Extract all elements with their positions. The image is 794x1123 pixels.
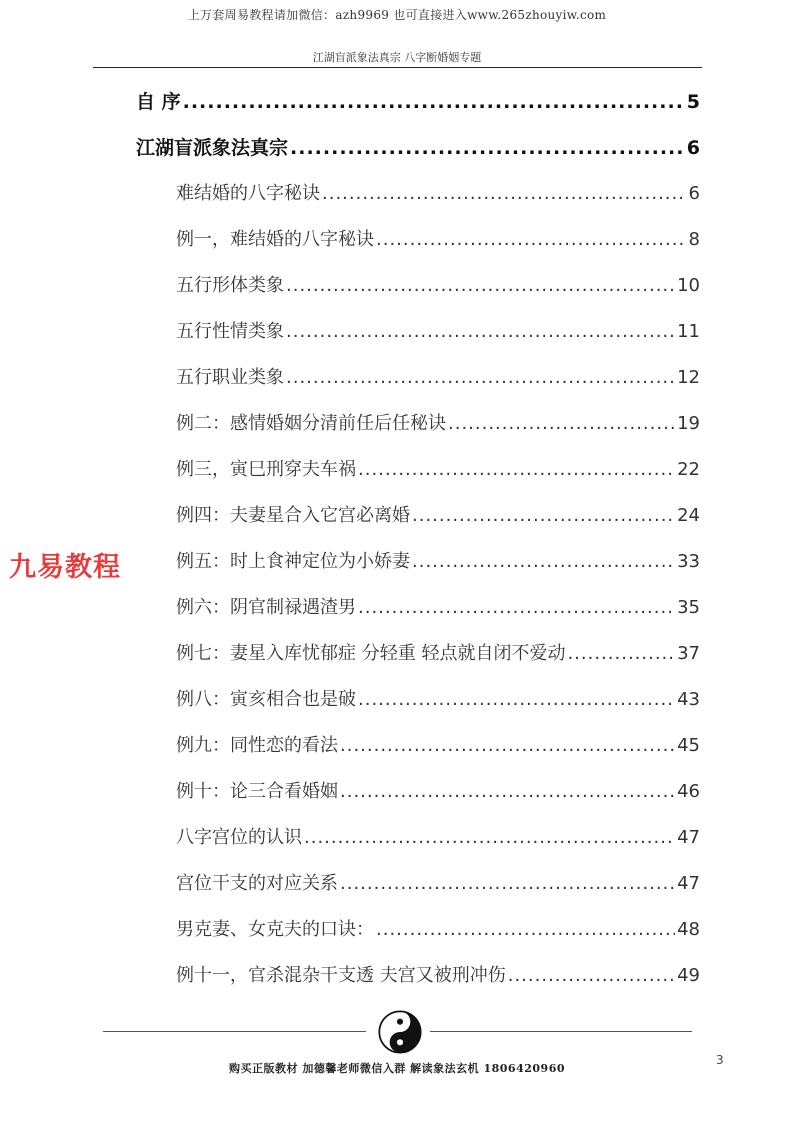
toc-entry-title: 难结婚的八字秘诀 — [176, 183, 320, 204]
toc-entry-page: 45 — [677, 735, 700, 756]
toc-dot-leader — [448, 408, 675, 440]
toc-entry-title: 宫位干支的对应关系 — [176, 873, 338, 894]
toc-entry[interactable] — [176, 960, 700, 992]
toc-entry-page: 46 — [677, 781, 700, 802]
toc-entry-title: 五行形体类象 — [176, 275, 284, 296]
toc-entry-title: 例九：同性恋的看法 — [176, 735, 338, 756]
toc-entry-title: 例七：妻星入库忧郁症 分轻重 轻点就自闭不爱动 — [176, 643, 566, 664]
toc-entry-page: 12 — [677, 367, 700, 388]
toc-entry[interactable] — [176, 454, 700, 486]
toc-dot-leader — [358, 684, 675, 716]
toc-dot-leader — [376, 224, 687, 256]
toc-dot-leader — [412, 546, 675, 578]
toc-entry[interactable] — [176, 776, 700, 808]
toc-entry-page: 5 — [686, 91, 700, 113]
toc-dot-leader — [376, 914, 675, 946]
toc-entry[interactable] — [176, 592, 700, 624]
toc-dot-leader — [567, 638, 675, 670]
toc-dot-leader — [340, 730, 675, 762]
toc-entry[interactable] — [176, 730, 700, 762]
toc-entry-title: 例十：论三合看婚姻 — [176, 781, 338, 802]
toc-dot-leader — [508, 960, 675, 992]
footer-divider-left — [103, 1031, 366, 1032]
toc-dot-leader — [290, 132, 685, 164]
watermark: 九易教程 — [9, 552, 121, 583]
toc-entry-title: 例五：时上食神定位为小娇妻 — [176, 551, 410, 572]
page-number: 3 — [716, 1053, 724, 1067]
toc-entry[interactable] — [176, 362, 700, 394]
toc-entry-title: 五行职业类象 — [176, 367, 284, 388]
toc-entry[interactable] — [176, 546, 700, 578]
toc-entry-title: 五行性情类象 — [176, 321, 284, 342]
toc-entry-page: 43 — [677, 689, 700, 710]
toc-entry-title: 八字宫位的认识 — [176, 827, 302, 848]
footer-text: 购买正版教材 加德馨老师微信入群 解读象法玄机 1806420960 — [228, 1062, 566, 1075]
toc-entry-title: 例四：夫妻星合入它宫必离婚 — [176, 505, 410, 526]
yin-yang-icon — [378, 1010, 422, 1054]
toc-entry-page: 47 — [677, 827, 700, 848]
toc-dot-leader — [304, 822, 675, 854]
toc-entry-page: 48 — [677, 919, 700, 940]
toc-entry[interactable] — [176, 224, 700, 256]
toc-entry-page: 49 — [677, 965, 700, 986]
toc-entry-page: 33 — [677, 551, 700, 572]
toc-entry-title: 自 序 — [136, 91, 181, 113]
toc-entry-title: 例十一，官杀混杂干支透 夫宫又被刑冲伤 — [176, 965, 506, 986]
toc-entry[interactable] — [176, 684, 700, 716]
toc-entry-title: 江湖盲派象法真宗 — [136, 137, 289, 159]
toc-entry[interactable] — [176, 316, 700, 348]
toc-entry[interactable] — [136, 86, 700, 118]
toc-dot-leader — [322, 178, 687, 210]
toc-dot-leader — [286, 270, 675, 302]
toc-entry-title: 男克妻、女克夫的口诀： — [176, 919, 374, 940]
toc-dot-leader — [340, 868, 675, 900]
toc-entry-page: 8 — [688, 229, 700, 250]
toc-entry[interactable] — [176, 868, 700, 900]
toc-entry-page: 11 — [677, 321, 700, 342]
toc-dot-leader — [358, 454, 675, 486]
toc-entry-title: 例三，寅巳刑穿夫车祸 — [176, 459, 356, 480]
toc-entry-page: 6 — [688, 183, 700, 204]
top-banner: 上万套周易教程请加微信：azh9969 也可直接进入www.265zhouyiw.com — [187, 8, 607, 22]
toc-dot-leader — [412, 500, 675, 532]
running-header: 江湖盲派象法真宗 八字断婚姻专题 — [312, 51, 482, 64]
toc-entry[interactable] — [176, 638, 700, 670]
toc-entry-page: 10 — [677, 275, 700, 296]
toc-entry[interactable] — [176, 822, 700, 854]
toc-entry-title: 例六：阴官制禄遇渣男 — [176, 597, 356, 618]
toc-entry[interactable] — [136, 132, 700, 164]
toc-dot-leader — [286, 362, 675, 394]
toc-entry-page: 22 — [677, 459, 700, 480]
toc-entry-page: 47 — [677, 873, 700, 894]
toc-entry[interactable] — [176, 270, 700, 302]
toc-entry[interactable] — [176, 914, 700, 946]
toc-entry-title: 例一，难结婚的八字秘诀 — [176, 229, 374, 250]
toc-dot-leader — [340, 776, 675, 808]
toc-dot-leader — [183, 86, 685, 118]
header-divider — [93, 67, 702, 68]
toc-entry[interactable] — [176, 500, 700, 532]
toc-entry-page: 19 — [677, 413, 700, 434]
toc-entry-title: 例八：寅亥相合也是破 — [176, 689, 356, 710]
toc-entry-page: 6 — [686, 137, 700, 159]
toc-entry-page: 35 — [677, 597, 700, 618]
toc-entry-page: 24 — [677, 505, 700, 526]
toc-entry[interactable] — [176, 178, 700, 210]
toc-entry-title: 例二：感情婚姻分清前任后任秘诀 — [176, 413, 446, 434]
toc-entry-page: 37 — [677, 643, 700, 664]
toc-dot-leader — [286, 316, 675, 348]
toc-dot-leader — [358, 592, 675, 624]
footer-divider-right — [430, 1031, 692, 1032]
toc-entry[interactable] — [176, 408, 700, 440]
